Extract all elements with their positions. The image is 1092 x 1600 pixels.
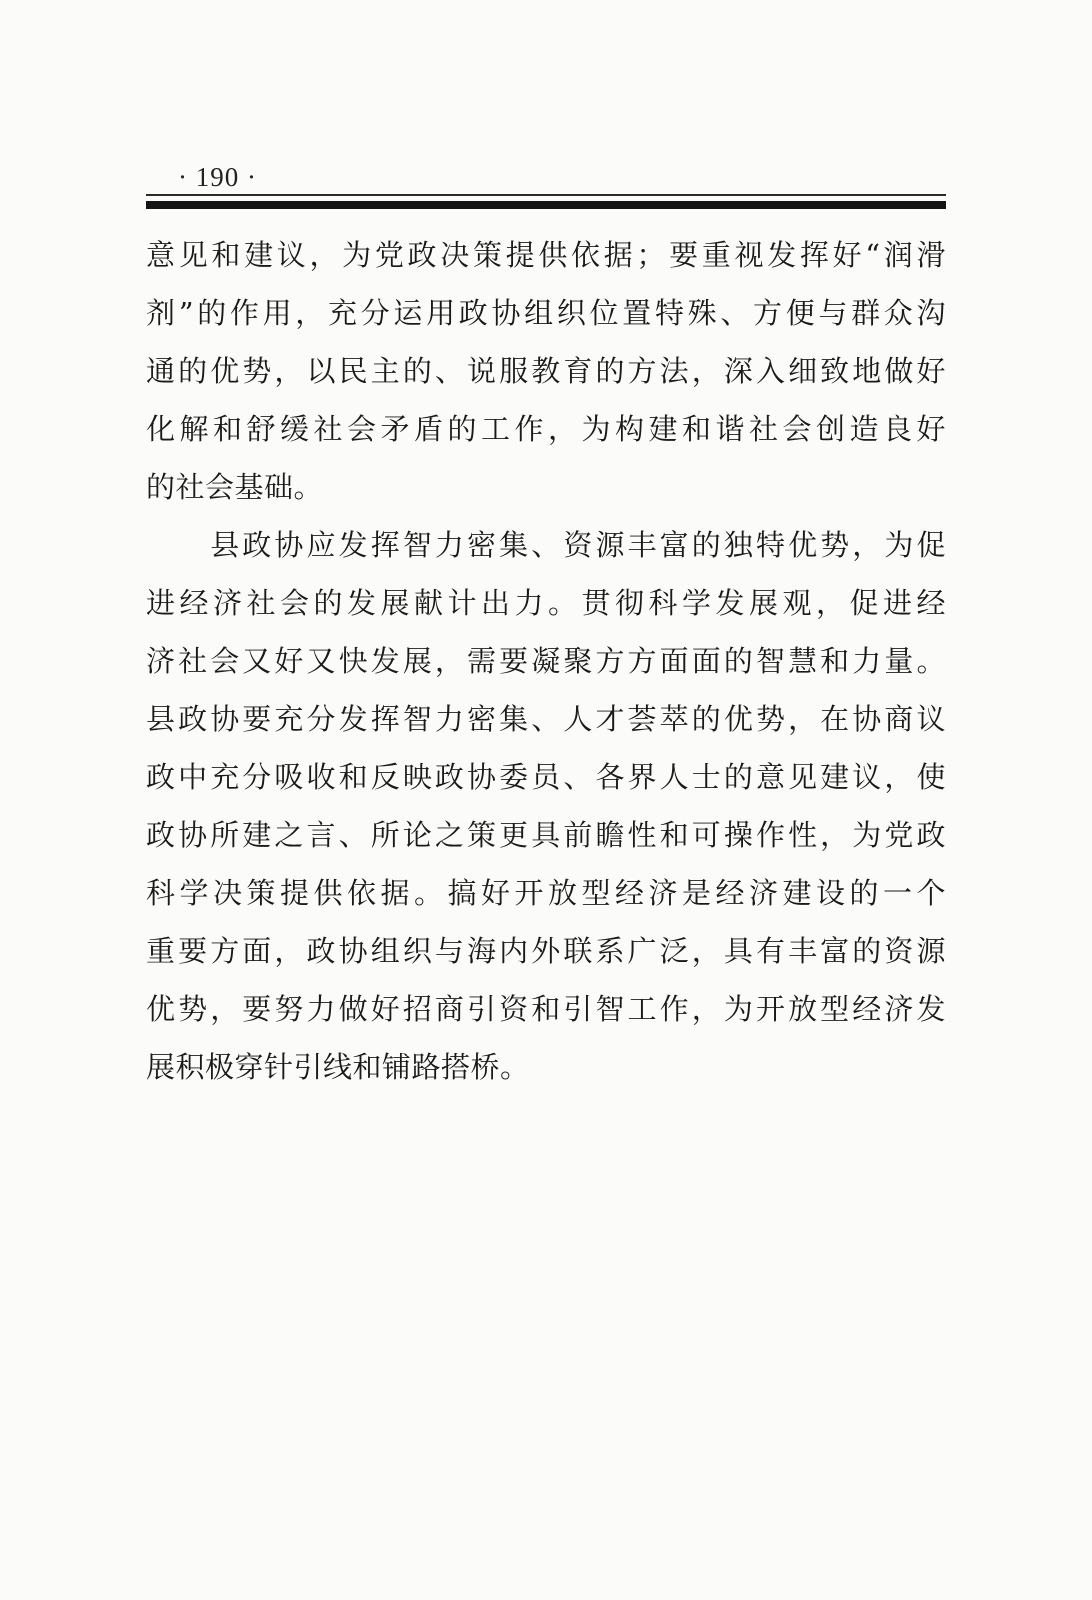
text-line: 进经济社会的发展献计出力。贯彻科学发展观，促进经 — [146, 586, 946, 620]
text-line: 剂”的作用，充分运用政协组织位置特殊、方便与群众沟 — [146, 296, 946, 330]
text-line: 县政协应发挥智力密集、资源丰富的独特优势，为促 — [146, 528, 946, 562]
body-text — [146, 226, 946, 1096]
text-line: 县政协要充分发挥智力密集、人才荟萃的优势，在协商议 — [146, 702, 946, 736]
text-line: 优势，要努力做好招商引资和引智工作，为开放型经济发 — [146, 992, 946, 1026]
page-number: · 190 · — [178, 162, 257, 192]
text-line: 重要方面，政协组织与海内外联系广泛，具有丰富的资源 — [146, 934, 946, 968]
text-line: 的社会基础。 — [146, 470, 324, 504]
header-rule-thick — [146, 201, 946, 209]
text-line: 济社会又好又快发展，需要凝聚方方面面的智慧和力量。 — [146, 644, 946, 678]
text-line: 意见和建议，为党政决策提供依据；要重视发挥好“润滑 — [146, 238, 946, 272]
header-rule-thin — [146, 194, 946, 196]
text-line: 展积极穿针引线和铺路搭桥。 — [146, 1050, 530, 1084]
text-line: 科学决策提供依据。搞好开放型经济是经济建设的一个 — [146, 876, 946, 910]
text-line: 通的优势，以民主的、说服教育的方法，深入细致地做好 — [146, 354, 946, 388]
text-line: 政协所建之言、所论之策更具前瞻性和可操作性，为党政 — [146, 818, 946, 852]
text-line: 化解和舒缓社会矛盾的工作，为构建和谐社会创造良好 — [146, 412, 946, 446]
text-line: 政中充分吸收和反映政协委员、各界人士的意见建议，使 — [146, 760, 946, 794]
